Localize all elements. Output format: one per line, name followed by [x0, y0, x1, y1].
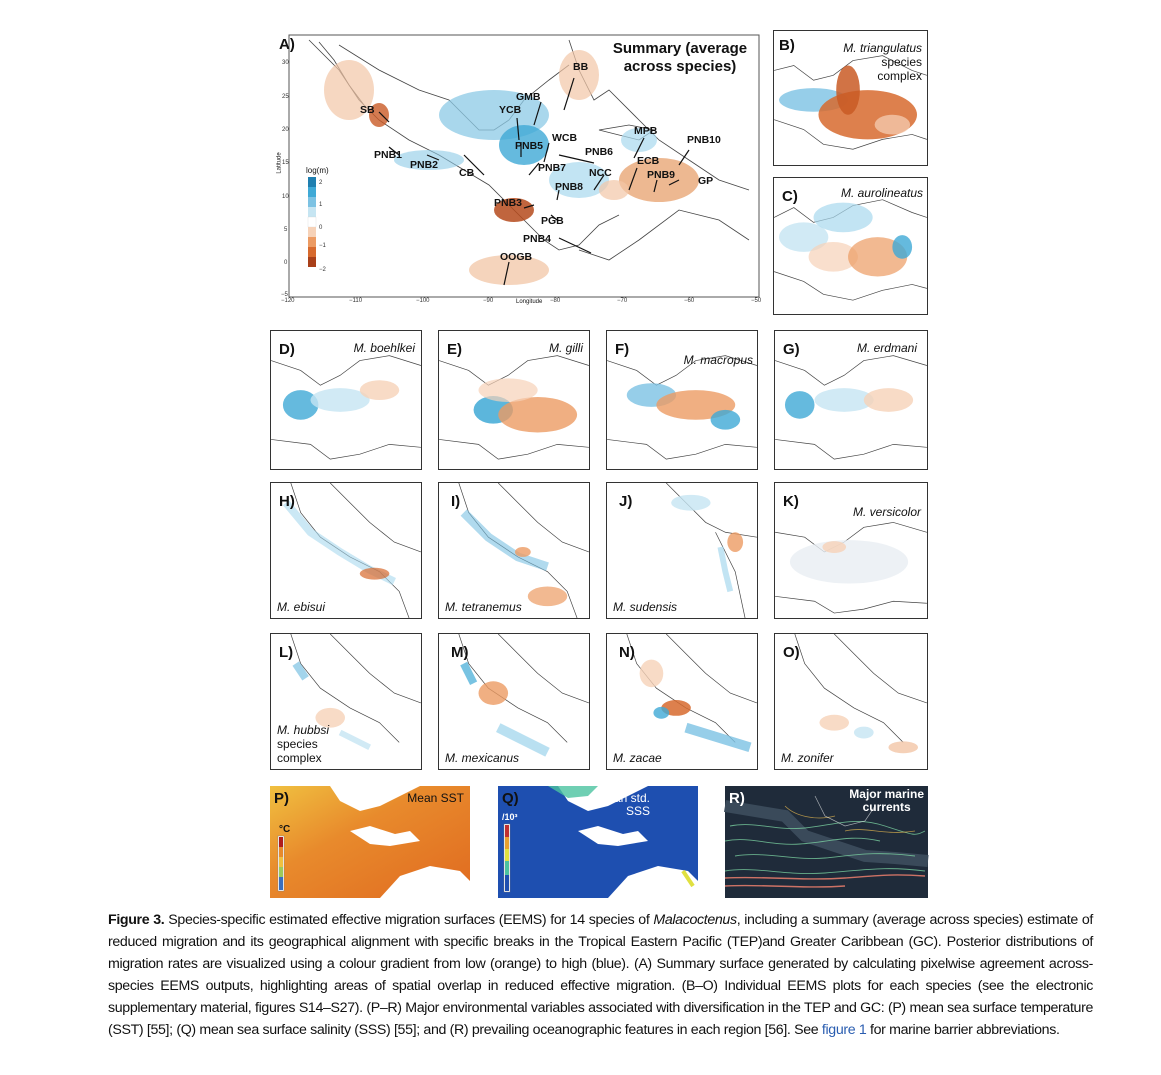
panel-a-title-line1: Summary (average: [612, 40, 748, 57]
panel-h-species: M. ebisui: [277, 600, 326, 614]
y-tick: 20: [282, 127, 289, 133]
break-label-wcb: WCB: [552, 132, 578, 144]
panel-b-species: [843, 41, 922, 83]
caption-genus: Malacoctenus: [653, 912, 737, 928]
break-label-pnb7: PNB7: [538, 162, 567, 174]
panel-o-species: M. zonifer: [781, 751, 834, 765]
panel-r-title-line2: currents: [862, 800, 911, 814]
break-label-pnb8: PNB8: [555, 181, 584, 193]
legend-tick: −2: [319, 267, 326, 273]
y-axis-label: Latitude: [276, 152, 283, 174]
panel-e-map: [438, 330, 590, 470]
panel-b-label: B): [779, 37, 795, 54]
species-extra-1: species: [881, 55, 922, 69]
panel-i-species: M. tetranemus: [445, 600, 522, 614]
panel-g-species: M. erdmani: [856, 341, 917, 355]
break-label-pnb10: PNB10: [687, 134, 721, 146]
legend-tick: 2: [319, 180, 323, 186]
panel-d-map: [270, 330, 422, 470]
panel-h-label: H): [279, 493, 295, 510]
x-tick: −80: [550, 298, 561, 304]
panel-f-label: F): [615, 341, 630, 358]
species-name: M. hubbsi: [277, 723, 330, 737]
panel-d-label: D): [279, 341, 295, 358]
panel-p-label: P): [274, 790, 289, 807]
panel-p-sst-map: [270, 786, 470, 898]
x-tick: −90: [483, 298, 494, 304]
x-tick: −100: [416, 298, 430, 304]
species-name: M. triangulatus: [843, 41, 922, 55]
x-axis-label: Longitude: [516, 299, 543, 305]
legend-tick: 0: [319, 225, 323, 231]
panel-n-species: M. zacae: [613, 751, 662, 765]
panel-r-label: R): [729, 790, 745, 807]
panel-g-label: G): [783, 341, 800, 358]
panel-m-map: [438, 633, 590, 770]
caption-text-3: for marine barrier abbreviations.: [866, 1022, 1060, 1038]
panel-p-unit: °C: [279, 824, 291, 835]
legend-tick: 1: [319, 202, 323, 208]
panel-l-map: [270, 633, 422, 770]
panel-f-map: [606, 330, 758, 470]
break-label-oogb: OOGB: [500, 251, 533, 263]
panel-o-label: O): [783, 644, 800, 661]
panel-m-label: M): [451, 644, 469, 661]
legend-colorbar: [308, 177, 316, 267]
y-tick: 10: [282, 194, 289, 200]
y-tick: 5: [284, 227, 288, 233]
break-label-cb: CB: [459, 167, 475, 179]
break-label-pnb5: PNB5: [515, 140, 544, 152]
panel-a-title: [605, 40, 755, 76]
panel-r-title-line1: Major marine: [849, 787, 924, 801]
panel-e-species: M. gilli: [548, 341, 583, 355]
panel-m-species: M. mexicanus: [445, 751, 520, 765]
panel-c-label: C): [782, 188, 798, 205]
y-tick: 15: [282, 160, 289, 166]
caption-figure-label: Figure 3.: [108, 912, 165, 928]
break-label-sb: SB: [360, 104, 375, 116]
panel-c-map: [773, 177, 928, 315]
panel-o-map: [774, 633, 928, 770]
break-label-pnb1: PNB1: [374, 149, 403, 161]
x-tick: −50: [751, 298, 762, 304]
panel-q-unit: /10³: [502, 812, 518, 822]
panel-q-title: [597, 792, 650, 818]
panel-q-title-line1: Mean std.: [597, 791, 650, 805]
panel-e-label: E): [447, 341, 462, 358]
break-label-ecb: ECB: [637, 155, 660, 167]
panel-i-label: I): [451, 493, 461, 510]
species-extra-2: complex: [877, 69, 922, 83]
y-tick: −5: [281, 292, 288, 298]
y-tick: 0: [284, 260, 288, 266]
break-label-ncc: NCC: [589, 167, 612, 179]
panel-k-label: K): [783, 493, 799, 510]
panel-a-label: A): [279, 36, 295, 53]
x-tick: −70: [617, 298, 628, 304]
panel-a-summary-map: [276, 30, 764, 307]
break-label-gmb: GMB: [516, 91, 541, 103]
panel-k-species: M. versicolor: [852, 505, 921, 519]
panel-a-title-line2: across species): [623, 58, 737, 75]
legend-title: log(m): [306, 166, 329, 175]
panel-f-species: M. macropus: [683, 353, 753, 367]
species-extra-2: complex: [277, 751, 322, 765]
caption-text-1: Species-specific estimated effective migration surfaces (EEMS) for 14 species of: [164, 912, 654, 928]
panel-j-label: J): [619, 493, 633, 510]
panel-r-title: [849, 788, 924, 814]
panel-j-species: M. sudensis: [613, 600, 678, 614]
break-label-ycb: YCB: [499, 104, 522, 116]
break-label-bb: BB: [573, 61, 589, 73]
break-label-pgb: PGB: [541, 215, 564, 227]
panel-k-map: [774, 482, 928, 619]
panel-c-species: M. aurolineatus: [840, 186, 923, 200]
break-label-mpb: MPB: [634, 125, 658, 137]
break-label-pnb4: PNB4: [523, 233, 552, 245]
x-tick: −60: [684, 298, 695, 304]
panel-d-species: M. boehlkei: [353, 341, 415, 355]
panel-g-map: [774, 330, 928, 470]
caption-figure-link[interactable]: figure 1: [821, 1022, 867, 1038]
break-label-pnb3: PNB3: [494, 197, 523, 209]
break-label-gp: GP: [698, 175, 714, 187]
panel-n-label: N): [619, 644, 635, 661]
legend-tick: −1: [319, 243, 326, 249]
panel-p-title: Mean SST: [407, 791, 464, 805]
caption-text-2: , including a summary (average across species) estimate of reduced migration and its geographical alignment with specific breaks in the Tropical Eastern Pacific (TEP)and Greater Caribbean (GC). Posterior distributions of migration rates are visualized using a colour gradient from low (orange) to high (blue). (A) Summary surface generated by calculating pixelwise agreement across-species EEMS outputs, highlighting areas of spatial overlap in reduced effective migration. (B–O) Individual EEMS plots for each species (see the electronic supplementary material, figures S14–S27). (P–R) Major environmental variables associated with diversification in the TEP and GC: (P) mean sea surface temperature (SST) [55]; (Q) mean sea surface salinity (SSS) [55]; and (R) prevailing oceanographic features in each region [56]. See: [108, 912, 1093, 1038]
y-tick: 30: [282, 60, 289, 66]
x-tick: −120: [281, 298, 295, 304]
panel-r-currents-map: [725, 786, 928, 898]
panel-l-species: [277, 723, 329, 765]
panel-l-label: L): [279, 644, 294, 661]
panel-n-map: [606, 633, 758, 770]
break-label-pnb9: PNB9: [647, 169, 676, 181]
x-tick: −110: [349, 298, 363, 304]
panel-q-label: Q): [502, 790, 519, 807]
panel-j-map: [606, 482, 758, 619]
break-label-pnb6: PNB6: [585, 146, 614, 158]
y-tick: 25: [282, 94, 289, 100]
panel-q-sss-map: [498, 786, 698, 898]
break-label-pnb2: PNB2: [410, 159, 439, 171]
panel-q-title-line2: SSS: [625, 804, 650, 818]
species-extra-1: species: [277, 737, 318, 751]
panel-b-map: [773, 30, 928, 166]
panel-i-map: [438, 482, 590, 619]
panel-h-map: [270, 482, 422, 619]
figure-caption: [108, 909, 1093, 1041]
